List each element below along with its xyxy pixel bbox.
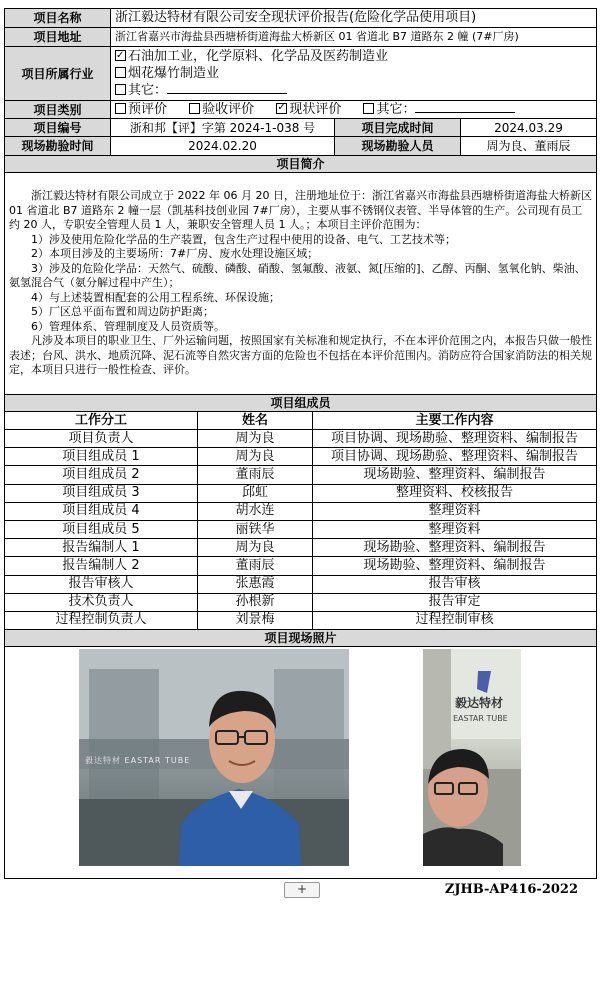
project-name-value: 浙江毅达特材有限公司安全现状评价报告(危险化学品使用项目) — [111, 9, 597, 28]
intro-item: 5）厂区总平面布置和周边防护距离； — [31, 305, 214, 319]
team-row-name: 邱虹 — [198, 484, 313, 502]
table-row — [5, 484, 597, 502]
industry-option-other[interactable]: 其它： — [115, 82, 592, 99]
team-row-name: 周为良 — [198, 430, 313, 448]
intro-paragraph: 凡涉及本项目的职业卫生、厂外运输问题，按照国家有关标准和规定执行，不在本评价范围之内，本报告只做一般性表述；台风、洪水、地质沉降、泥石流等自然灾害方面的危险也不包括在本评价范围内。消防应符合国家消防法的相关规定，本项目只进行一般性检查、评价。 — [9, 334, 592, 377]
survey-time-value: 2024.02.20 — [111, 137, 335, 156]
site-photo-2-image — [423, 649, 521, 866]
table-row — [5, 448, 597, 466]
finish-time-value: 2024.03.29 — [461, 119, 597, 137]
intro-item: 1）涉及使用危险化学品的生产装置，包含生产过程中使用的设备、电气、工艺技术等； — [31, 232, 456, 246]
team-row-name: 周为良 — [198, 448, 313, 466]
intro-title: 项目简介 — [5, 156, 597, 173]
category-label: 项目类别 — [5, 101, 111, 119]
industry-label: 项目所属行业 — [5, 47, 111, 101]
photo-1-sign: 毅达特材 EASTAR TUBE — [85, 756, 191, 766]
team-row-name: 刘景梅 — [198, 611, 313, 629]
category-option-pre[interactable]: 预评价 — [115, 102, 167, 118]
blank-underline — [415, 102, 515, 113]
industry-option-fireworks[interactable]: 烟花爆竹制造业 — [115, 65, 592, 82]
category-options — [111, 101, 597, 119]
photo-2-sign-en: EASTAR TUBE — [453, 714, 508, 724]
table-row — [5, 466, 597, 484]
checkbox-checked-icon[interactable] — [115, 50, 126, 61]
team-rows — [5, 430, 597, 630]
team-row-name: 周为良 — [198, 539, 313, 557]
team-row-duty: 报告审核 — [313, 575, 597, 593]
team-row-role: 报告审核人 — [5, 575, 198, 593]
team-row-role: 项目负责人 — [5, 430, 198, 448]
category-option-acceptance[interactable]: 验收评价 — [189, 102, 254, 118]
team-row-role: 项目组成员 5 — [5, 520, 198, 538]
category-option-current[interactable]: ✓ 现状评价 — [276, 102, 341, 118]
team-row-name: 孙根新 — [198, 593, 313, 611]
add-page-button[interactable]: + — [284, 882, 320, 898]
project-code-value: 浙和邦【评】字第 2024-1-038 号 — [111, 119, 335, 137]
team-table — [4, 394, 597, 879]
project-code-label: 项目编号 — [5, 119, 111, 137]
team-header-duty: 主要工作内容 — [313, 412, 597, 430]
table-row — [5, 430, 597, 448]
surveyor-value: 周为良、董雨辰 — [461, 137, 597, 156]
report-page — [4, 8, 596, 879]
team-row-duty: 现场勘验、整理资料、编制报告 — [313, 466, 597, 484]
survey-time-label: 现场勘验时间 — [5, 137, 111, 156]
team-row-role: 项目组成员 3 — [5, 484, 198, 502]
industry-options — [111, 47, 597, 101]
site-photo-1 — [79, 649, 349, 866]
surveyor-label: 现场勘验人员 — [335, 137, 461, 156]
team-header-role: 工作分工 — [5, 412, 198, 430]
intro-item: 6）管理体系、管理制度及人员资质等。 — [31, 319, 225, 333]
team-title: 项目组成员 — [5, 395, 597, 412]
finish-time-label: 项目完成时间 — [335, 119, 461, 137]
checkbox-icon[interactable] — [189, 103, 200, 114]
intro-item: 3）涉及的危险化学品：天然气、硫酸、磷酸、硝酸、氢氟酸、液氨、氮[压缩的]、乙醇、丙酮、氢氧化钠、柴油、氨氢混合气（氨分解过程中产生）； — [9, 261, 586, 290]
team-row-duty: 整理资料、校核报告 — [313, 484, 597, 502]
photo-2-sign-cn: 毅达特材 — [455, 696, 504, 711]
team-row-duty: 过程控制审核 — [313, 611, 597, 629]
team-row-role: 项目组成员 4 — [5, 502, 198, 520]
project-name-label: 项目名称 — [5, 9, 111, 28]
table-row — [5, 557, 597, 575]
table-row — [5, 611, 597, 629]
team-row-duty: 报告审定 — [313, 593, 597, 611]
checkbox-checked-icon[interactable] — [276, 103, 287, 114]
team-row-name: 丽铁华 — [198, 520, 313, 538]
checkbox-icon[interactable] — [115, 84, 126, 95]
project-info-table — [4, 8, 597, 395]
table-row — [5, 520, 597, 538]
team-row-duty: 项目协调、现场勘验、整理资料、编制报告 — [313, 448, 597, 466]
table-row — [5, 593, 597, 611]
intro-paragraph: 浙江毅达特材有限公司成立于 2022 年 06 月 20 日，注册地址位于：浙江省嘉兴市海盐县西塘桥街道海盐大桥新区 01 省道北 B7 道路东 2 幢一层（凯基科技创业园 7#厂房），主要从事不锈钢仪表管、半导体管的生产。公司现有员工约 20 人，专职安全管理人员 1 人，兼职安全管理人员 1 人。；本项目主评价范围为： — [9, 189, 592, 232]
checkbox-icon[interactable] — [363, 103, 374, 114]
table-row — [5, 539, 597, 557]
team-row-role: 项目组成员 1 — [5, 448, 198, 466]
photos-cell — [5, 647, 597, 879]
team-row-duty: 整理资料 — [313, 502, 597, 520]
team-row-duty: 现场勘验、整理资料、编制报告 — [313, 557, 597, 575]
team-row-duty: 现场勘验、整理资料、编制报告 — [313, 539, 597, 557]
category-option-other[interactable]: 其它： — [363, 102, 515, 118]
team-row-name: 董雨辰 — [198, 466, 313, 484]
team-row-role: 过程控制负责人 — [5, 611, 198, 629]
table-row — [5, 575, 597, 593]
intro-item: 2）本项目涉及的主要场所：7#厂房、废水处理设施区域； — [31, 247, 319, 261]
industry-option-chem[interactable]: ✓石油加工业，化学原料、化学品及医药制造业 — [115, 48, 592, 65]
photos-title: 项目现场照片 — [5, 630, 597, 647]
team-row-name: 胡水连 — [198, 502, 313, 520]
blank-underline — [167, 83, 287, 94]
team-row-duty: 整理资料 — [313, 520, 597, 538]
checkbox-icon[interactable] — [115, 67, 126, 78]
team-row-role: 技术负责人 — [5, 593, 198, 611]
team-row-name: 张惠霞 — [198, 575, 313, 593]
table-row — [5, 502, 597, 520]
team-row-duty: 项目协调、现场勘验、整理资料、编制报告 — [313, 430, 597, 448]
team-row-role: 项目组成员 2 — [5, 466, 198, 484]
page-footer — [0, 882, 602, 902]
team-row-role: 报告编制人 1 — [5, 539, 198, 557]
team-row-name: 董雨辰 — [198, 557, 313, 575]
checkbox-icon[interactable] — [115, 103, 126, 114]
team-header-name: 姓名 — [198, 412, 313, 430]
project-address-value: 浙江省嘉兴市海盐县西塘桥街道海盐大桥新区 01 省道北 B7 道路东 2 幢 (7#厂房) — [111, 28, 597, 47]
site-photo-2 — [423, 649, 521, 866]
document-code: ZJHB-AP416-2022 — [444, 882, 578, 897]
team-row-role: 报告编制人 2 — [5, 557, 198, 575]
project-address-label: 项目地址 — [5, 28, 111, 47]
intro-body — [5, 173, 597, 395]
intro-item: 4）与上述装置相配套的公用工程系统、环保设施； — [31, 290, 280, 304]
